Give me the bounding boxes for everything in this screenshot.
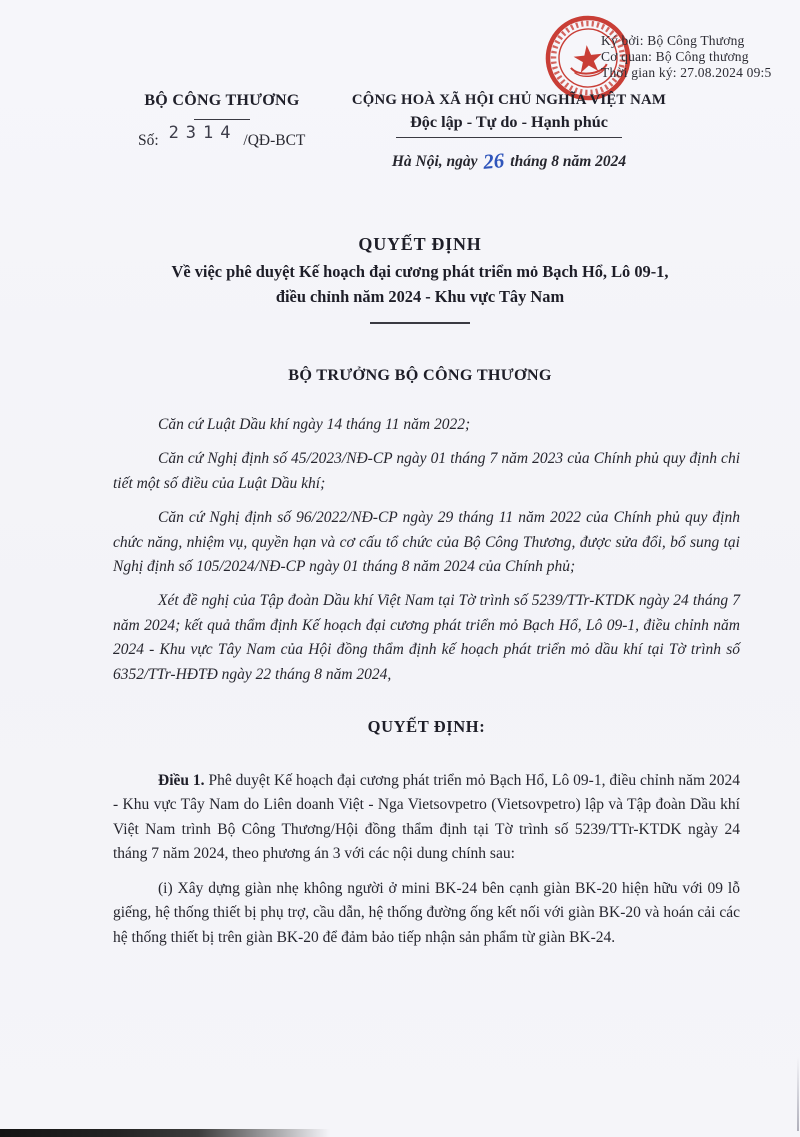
issuer-name: BỘ CÔNG THƯƠNG: [144, 92, 300, 109]
place-date-suffix: tháng 8 năm 2024: [510, 153, 627, 170]
subject-line-2: điều chỉnh năm 2024 - Khu vực Tây Nam: [275, 286, 565, 306]
signature-timestamp: Thời gian ký: 27.08.2024 09:5: [601, 65, 772, 80]
digital-signature-info: [601, 33, 771, 81]
stamped-number: 2314: [168, 123, 238, 143]
article-1-text: Phê duyệt Kế hoạch đại cương phát triển mỏ Bạch Hổ, Lô 09-1, điều chỉnh năm 2024 - Khu vực Tây Nam do Liên doanh Việt - Nga Vietsovpetro (Vietsovpetro) lập và Tập đoàn Dầu khí Việt Nam trình Bộ Công Thương/Hội đồng thẩm định tại Tờ trình số 5239/TTr-KTDK ngày 24 tháng 7 năm 2024, theo phương án 3 với các nội dung chính sau:: [113, 772, 741, 863]
issuing-authority: BỘ TRƯỞNG BỘ CÔNG THƯƠNG: [288, 366, 552, 384]
issuer-underline: [194, 119, 250, 120]
title-underline: [370, 322, 470, 324]
article-item-i-text: (i) Xây dựng giàn nhẹ không người ở mini BK-24 bên cạnh giàn BK-20 hiện hữu với 09 lỗ giếng, hệ thống thiết bị phụ trợ, cầu dẫn, hệ thống đường ống kết nối với giàn BK-20 và hoán cải các hệ thống thiết bị trên giàn BK-20 để đảm bảo tiếp nhận sản phẩm từ giàn BK-24.: [113, 879, 740, 946]
number-label: Số:: [138, 132, 159, 149]
place-date-prefix: Hà Nội, ngày: [391, 153, 478, 170]
motto-underline: [396, 137, 622, 138]
handwritten-day: 26: [482, 148, 506, 174]
subject-line-1: Về việc phê duyệt Kế hoạch đại cương phát triển mỏ Bạch Hổ, Lô 09-1,: [171, 262, 669, 281]
header-national-block: [348, 92, 670, 174]
preamble-paragraph: Căn cứ Nghị định số 45/2023/NĐ-CP ngày 01 tháng 7 năm 2023 của Chính phủ quy định chi tiết một số điều của Luật Dầu khí;: [113, 450, 740, 492]
document-title-block: [55, 234, 785, 324]
national-motto: Độc lập - Tự do - Hạnh phúc: [410, 113, 608, 131]
preamble-paragraph: Căn cứ Nghị định số 96/2022/NĐ-CP ngày 29 tháng 11 năm 2022 của Chính phủ quy định chức năng, nhiệm vụ, quyền hạn và cơ cấu tổ chức của Bộ Công Thương, được sửa đổi, bổ sung tại Nghị định số 105/2024/NĐ-CP ngày 01 tháng 8 năm 2024 của Chính phủ;: [113, 509, 740, 576]
document-subject: [55, 260, 785, 309]
article-1-label: Điều 1.: [158, 772, 205, 790]
signature-agency: Cơ quan: Bộ Công thương: [601, 49, 749, 64]
signature-signer: Ký bởi: Bộ Công Thương: [601, 33, 745, 48]
decision-heading: QUYẾT ĐỊNH:: [367, 717, 486, 737]
scan-artifact-right-edge: [797, 1057, 799, 1131]
place-date-line: [348, 148, 670, 174]
number-suffix: /QĐ-BCT: [243, 132, 306, 149]
document-body: [113, 413, 740, 960]
preamble-paragraph: Căn cứ Luật Dầu khí ngày 14 tháng 11 năm 2022;: [158, 416, 471, 433]
document-type-heading: QUYẾT ĐỊNH: [358, 234, 482, 254]
preamble-paragraph: Xét đề nghị của Tập đoàn Dầu khí Việt Nam tại Tờ trình số 5239/TTr-KTDK ngày 24 tháng 7 năm 2024; kết quả thẩm định Kế hoạch đại cương phát triển mỏ Bạch Hổ, Lô 09-1, điều chỉnh năm 2024 - Khu vực Tây Nam của Hội đồng thẩm định kế hoạch phát triển mỏ dầu khí tại Tờ trình số 6352/TTr-HĐTĐ ngày 22 tháng 8 năm 2024,: [113, 592, 740, 683]
document-number-line: [132, 123, 312, 150]
article-item-i-paragraph: [113, 877, 740, 950]
preamble-section: [113, 413, 740, 687]
article-1-paragraph: [113, 769, 740, 867]
national-title: CỘNG HOÀ XÃ HỘI CHỦ NGHĨA VIỆT NAM: [351, 92, 667, 108]
header-issuer-block: [132, 92, 312, 150]
scan-artifact-bottom-bar: [0, 1129, 330, 1137]
